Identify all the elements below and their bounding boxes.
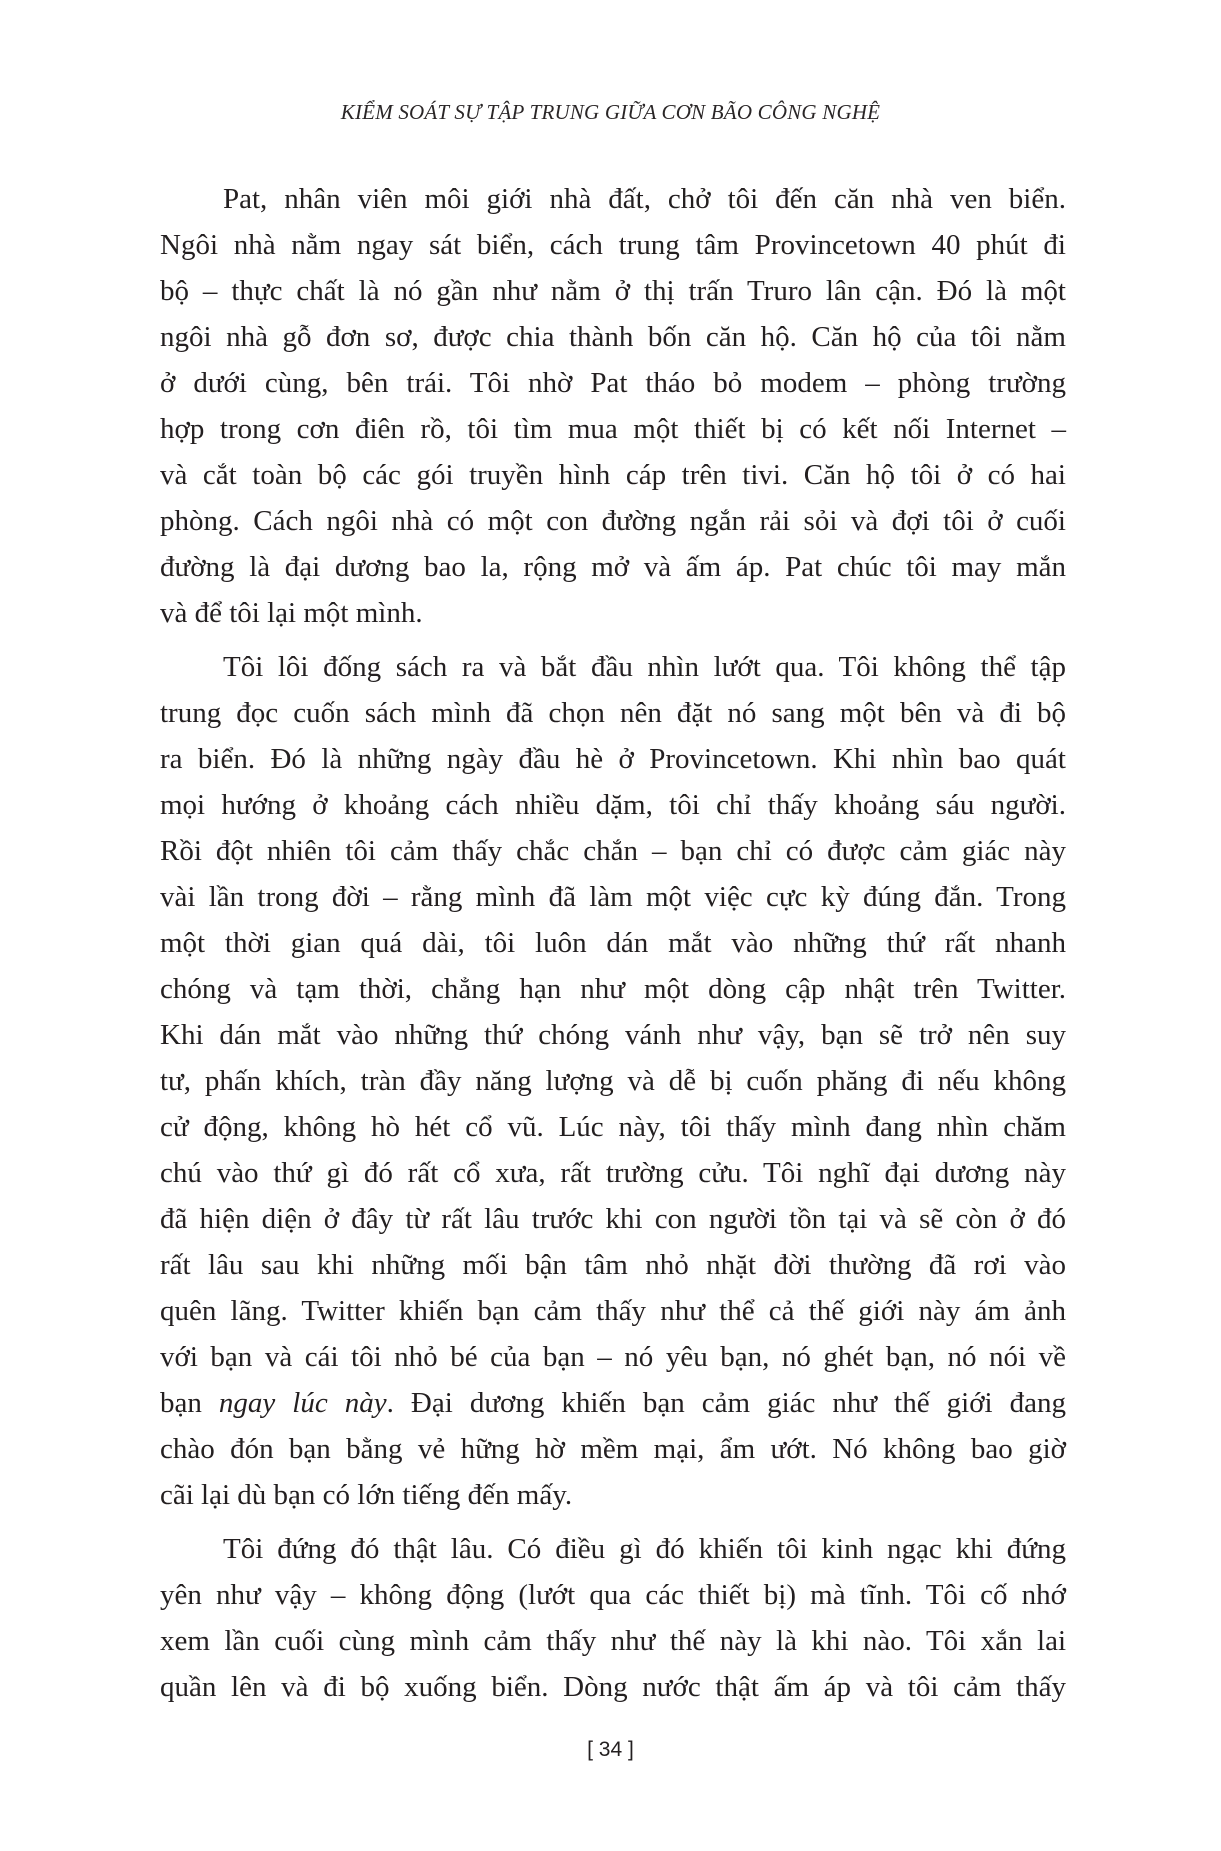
text-line: một thời gian quá dài, tôi luôn dán mắt vào những thứ rất nhanh [160, 927, 1066, 959]
text-line: tư, phấn khích, tràn đầy năng lượng và dễ bị cuốn phăng đi nếu không [160, 1065, 1066, 1097]
text-line: Tôi lôi đống sách ra và bắt đầu nhìn lướt qua. Tôi không thể tập [223, 651, 1066, 683]
text-line: Khi dán mắt vào những thứ chóng vánh như vậy, bạn sẽ trở nên suy [160, 1019, 1066, 1051]
text-line: phòng. Cách ngôi nhà có một con đường ngắn rải sỏi và đợi tôi ở cuối [160, 505, 1066, 537]
text-line: chóng và tạm thời, chẳng hạn như một dòng cập nhật trên Twitter. [160, 973, 1066, 1005]
text-line: chú vào thứ gì đó rất cổ xưa, rất trường cửu. Tôi nghĩ đại dương này [160, 1157, 1066, 1189]
text-line: cãi lại dù bạn có lớn tiếng đến mấy. [160, 1479, 573, 1511]
text-run: . Đại dương khiến bạn cảm giác như thế giới đang [386, 1387, 1066, 1419]
paragraph-2 [160, 644, 1066, 1518]
text-line: Pat, nhân viên môi giới nhà đất, chở tôi đến căn nhà ven biển. [223, 183, 1066, 215]
text-run: bạn [160, 1387, 219, 1419]
text-line: bộ – thực chất là nó gần như nằm ở thị trấn Truro lân cận. Đó là một [160, 275, 1066, 307]
text-line: vài lần trong đời – rằng mình đã làm một việc cực kỳ đúng đắn. Trong [160, 881, 1066, 913]
text-line: ngôi nhà gỗ đơn sơ, được chia thành bốn căn hộ. Căn hộ của tôi nằm [160, 321, 1066, 353]
page-number: [ 34 ] [587, 1738, 634, 1761]
text-line: rất lâu sau khi những mối bận tâm nhỏ nhặt đời thường đã rơi vào [160, 1249, 1066, 1281]
text-line: chào đón bạn bằng vẻ hững hờ mềm mại, ẩm ướt. Nó không bao giờ [160, 1433, 1066, 1465]
text-line-emphasis [160, 1380, 1066, 1426]
paragraph-1 [160, 176, 1066, 636]
text-line: cử động, không hò hét cổ vũ. Lúc này, tôi thấy mình đang nhìn chăm [160, 1111, 1066, 1143]
text-line: và cắt toàn bộ các gói truyền hình cáp trên tivi. Căn hộ tôi ở có hai [160, 459, 1066, 491]
text-line: quên lãng. Twitter khiến bạn cảm thấy như thể cả thế giới này ám ảnh [160, 1295, 1066, 1327]
text-line: xem lần cuối cùng mình cảm thấy như thế này là khi nào. Tôi xắn lai [160, 1625, 1066, 1657]
body-text [160, 176, 1066, 1718]
text-line: trung đọc cuốn sách mình đã chọn nên đặt nó sang một bên và đi bộ [160, 697, 1066, 729]
text-line: yên như vậy – không động (lướt qua các thiết bị) mà tĩnh. Tôi cố nhớ [160, 1579, 1066, 1611]
text-line: với bạn và cái tôi nhỏ bé của bạn – nó yêu bạn, nó ghét bạn, nó nói về [160, 1341, 1066, 1373]
text-line: ở dưới cùng, bên trái. Tôi nhờ Pat tháo bỏ modem – phòng trường [160, 367, 1066, 399]
text-line: đã hiện diện ở đây từ rất lâu trước khi con người tồn tại và sẽ còn ở đó [160, 1203, 1066, 1235]
italic-emphasis: ngay lúc này [218, 1387, 387, 1419]
running-head: KIỂM SOÁT SỰ TẬP TRUNG GIỮA CƠN BÃO CÔNG NGHỆ [340, 100, 881, 124]
text-line: hợp trong cơn điên rồ, tôi tìm mua một thiết bị có kết nối Internet – [160, 413, 1066, 445]
text-line: ra biển. Đó là những ngày đầu hè ở Provincetown. Khi nhìn bao quát [160, 743, 1066, 775]
text-line: Tôi đứng đó thật lâu. Có điều gì đó khiến tôi kinh ngạc khi đứng [223, 1533, 1066, 1565]
text-line: mọi hướng ở khoảng cách nhiều dặm, tôi chỉ thấy khoảng sáu người. [160, 789, 1066, 821]
paragraph-3 [160, 1526, 1066, 1710]
text-line: và để tôi lại một mình. [160, 597, 423, 629]
text-line: Ngôi nhà nằm ngay sát biển, cách trung tâm Provincetown 40 phút đi [160, 229, 1066, 261]
text-line: đường là đại dương bao la, rộng mở và ấm áp. Pat chúc tôi may mắn [160, 551, 1066, 583]
text-line: quần lên và đi bộ xuống biển. Dòng nước thật ấm áp và tôi cảm thấy [160, 1671, 1066, 1703]
text-line: Rồi đột nhiên tôi cảm thấy chắc chắn – bạn chỉ có được cảm giác này [160, 835, 1066, 867]
